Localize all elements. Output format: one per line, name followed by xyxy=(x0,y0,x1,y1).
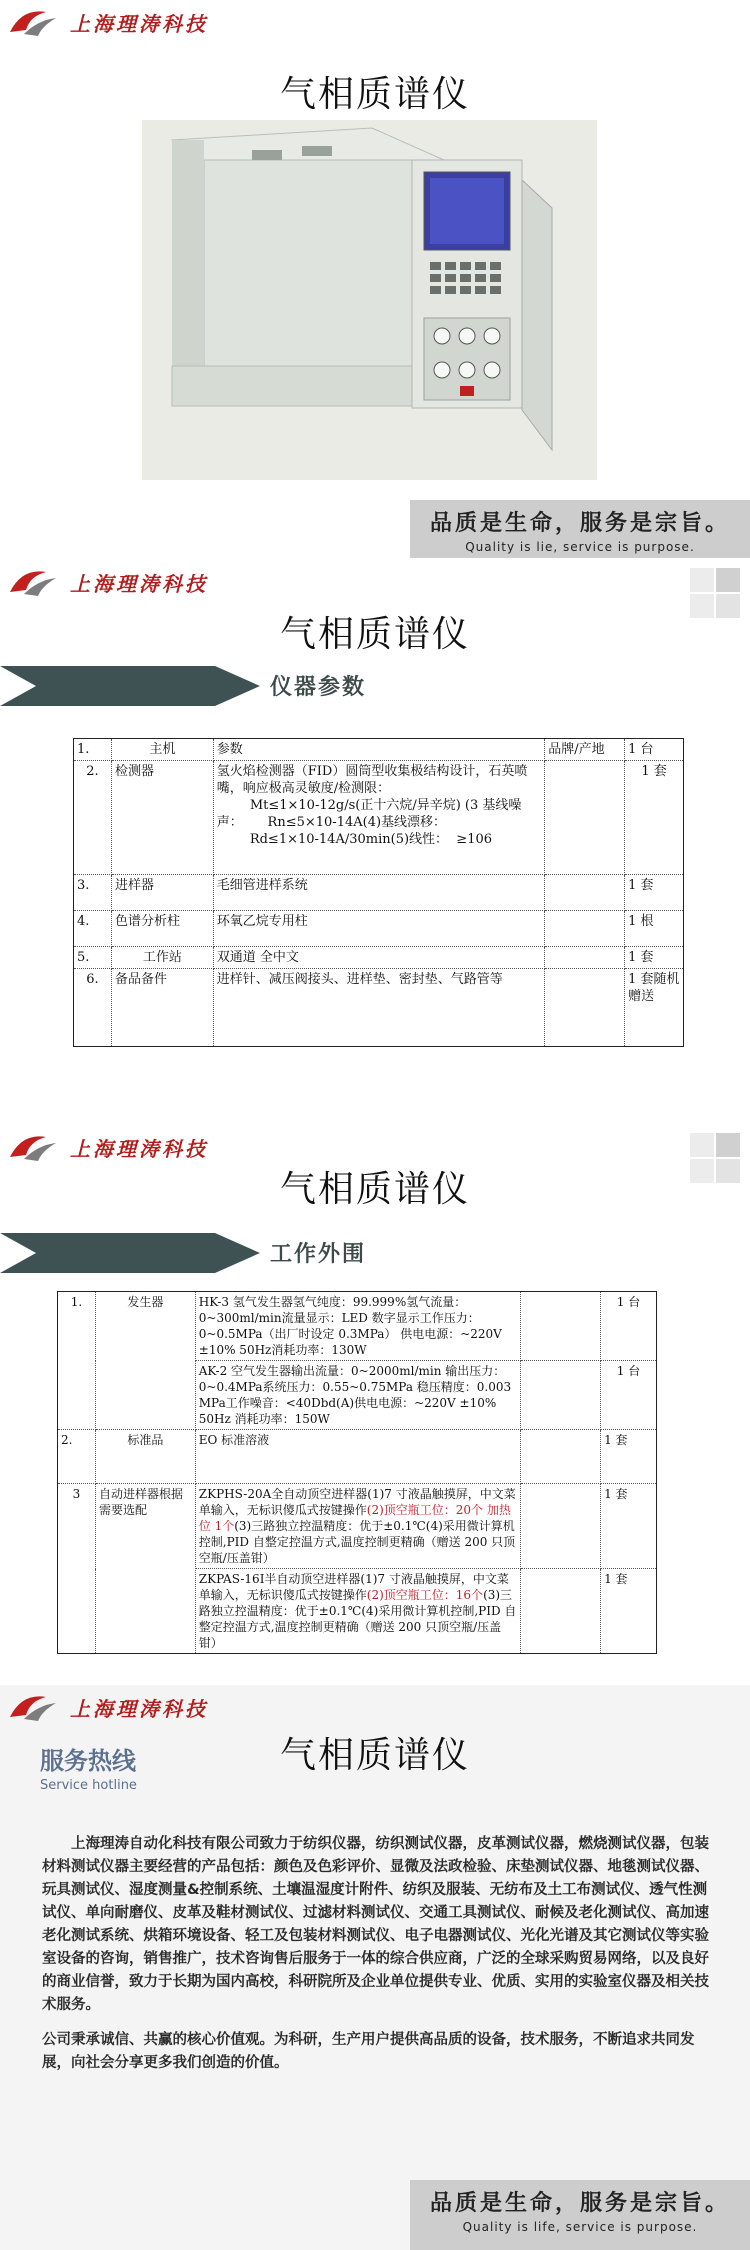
cell-qty: 1 套 xyxy=(601,1430,657,1484)
cell-desc: 毛细管进样系统 xyxy=(213,875,544,911)
params-section xyxy=(0,560,750,1125)
deco-square xyxy=(716,568,740,592)
logo-text: 上海理涛科技 xyxy=(70,11,208,36)
cell-desc: 进样针、减压阀接头、进样垫、密封垫、气路管等 xyxy=(213,969,544,1047)
params-table xyxy=(73,738,684,1047)
desc-text: (3)三路独立控温精度：优于±0.1℃(4)采用微计算机控制,PID 自整定控温方式,温度控制更精确（赠送 200 只顶空瓶/压盖钳） xyxy=(198,1519,516,1565)
cell-qty: 1 套随机赠送 xyxy=(625,969,684,1047)
cell-no: 5. xyxy=(74,947,112,969)
desc-text: ZKPHS-20A全自动顶空进样器(1)7 寸液晶触摸屏，中文菜单输入，无标识傻瓜式按键操作 xyxy=(198,1487,516,1517)
desc-highlight: (2)顶空瓶工位：20个 加热位 1个 xyxy=(198,1503,511,1533)
table-row xyxy=(74,911,684,947)
cell-item: 检测器 xyxy=(111,761,213,875)
cell-desc: HK-3 氢气发生器氢气纯度：99.999%氢气流量：0~300ml/min流量显示：LED 数字显示工作压力：0~0.5MPa（出厂时设定 0.3MPa） 供电电源：~220V ±10% 50Hz消耗功率：130W xyxy=(195,1292,520,1361)
cell-brand xyxy=(545,761,625,875)
cell-brand xyxy=(521,1361,601,1430)
cell-desc xyxy=(195,1484,520,1569)
cell-desc: 参数 xyxy=(213,739,544,761)
cell-qty: 1 套 xyxy=(601,1484,657,1569)
company-logo xyxy=(4,564,208,600)
company-values: 公司秉承诚信、共赢的核心价值观。为科研，生产用户提供高品质的设备，技术服务，不断追求共同发展，向社会分享更多我们创造的价值。 xyxy=(42,2032,695,2071)
cell-item: 工作站 xyxy=(111,947,213,969)
table-row xyxy=(74,761,684,875)
table-row xyxy=(58,1430,657,1484)
cell-brand xyxy=(521,1569,601,1654)
product-hero-section xyxy=(0,0,750,560)
logo-swoosh-icon xyxy=(4,6,62,38)
cell-qty: 1 根 xyxy=(625,911,684,947)
logo-text: 上海理涛科技 xyxy=(70,571,208,596)
cell-no: 1. xyxy=(74,739,112,761)
logo-text: 上海理涛科技 xyxy=(70,1696,208,1721)
heading-arrow-icon xyxy=(0,1233,260,1273)
cell-qty: 1 套 xyxy=(625,947,684,969)
cell-qty: 1 套 xyxy=(601,1569,657,1654)
page-title: 气相质谱仪 xyxy=(279,614,470,655)
slogan-cn: 品质是生命，服务是宗旨。 xyxy=(429,511,730,536)
cell-desc: 双通道 全中文 xyxy=(213,947,544,969)
slogan-cn: 品质是生命，服务是宗旨。 xyxy=(429,2191,730,2216)
cell-qty: 1 套 xyxy=(625,761,684,875)
desc-text: (3)三路独立控温精度：优于±0.1℃(4)采用微计算机控制,PID 自整定控温方式,温度控制更精确（赠送 200 只顶空瓶/压盖钳） xyxy=(198,1588,517,1650)
cell-brand xyxy=(545,969,625,1047)
cell-item: 标准品 xyxy=(95,1430,195,1484)
cell-brand xyxy=(545,875,625,911)
table-row xyxy=(58,1484,657,1569)
logo-text: 上海理涛科技 xyxy=(70,1136,208,1161)
cell-brand xyxy=(521,1430,601,1484)
cell-item: 发生器 xyxy=(95,1292,195,1430)
cell-brand: 品牌/产地 xyxy=(545,739,625,761)
cell-desc xyxy=(195,1569,520,1654)
cell-no: 3. xyxy=(74,875,112,911)
periphery-heading xyxy=(0,1231,420,1275)
desc-highlight: (2)顶空瓶工位：16个 xyxy=(366,1588,484,1602)
table-row xyxy=(58,1292,657,1361)
cell-brand xyxy=(545,947,625,969)
company-logo xyxy=(4,1129,208,1165)
cell-item: 色谱分析柱 xyxy=(111,911,213,947)
cell-desc: EO 标准溶液 xyxy=(195,1430,520,1484)
company-logo xyxy=(4,4,208,40)
cell-desc: 氢火焰检测器（FID）圆筒型收集极结构设计，石英喷嘴，响应极高灵敏度/检测限： Mt≤1×10-12g/s(正十六烷/异辛烷) (3 基线噪声： Rn≤5×10-14A(4)基线漂移： Rd≤1×10-14A/30min(5)线性： ≥106 xyxy=(213,761,544,875)
cell-item: 备品备件 xyxy=(111,969,213,1047)
cell-no: 2. xyxy=(74,761,112,875)
cell-no: 1. xyxy=(58,1292,96,1430)
params-heading-label: 仪器参数 xyxy=(270,675,367,700)
slogan-en: Quality is life, service is purpose. xyxy=(462,2220,698,2234)
page-title: 气相质谱仪 xyxy=(279,74,470,115)
gas-chromatograph-image xyxy=(142,120,597,480)
deco-square xyxy=(690,1133,714,1157)
periphery-section xyxy=(0,1125,750,1685)
page-title: 气相质谱仪 xyxy=(279,1735,470,1776)
hotline-cn: 服务热线 xyxy=(40,1747,136,1775)
slogan-banner xyxy=(410,500,750,558)
cell-qty: 1 台 xyxy=(601,1361,657,1430)
company-info-section xyxy=(0,1685,750,2250)
logo-swoosh-icon xyxy=(4,1691,62,1723)
cell-desc: 环氧乙烷专用柱 xyxy=(213,911,544,947)
company-logo xyxy=(4,1689,208,1725)
cell-brand xyxy=(545,911,625,947)
table-row xyxy=(74,739,684,761)
cell-brand xyxy=(521,1484,601,1569)
logo-swoosh-icon xyxy=(4,1131,62,1163)
periphery-heading-label: 工作外围 xyxy=(270,1242,367,1267)
logo-swoosh-icon xyxy=(4,566,62,598)
table-row xyxy=(74,947,684,969)
params-heading xyxy=(0,664,420,708)
desc-text: ZKPAS-16I半自动顶空进样器(1)7 寸液晶触摸屏，中文菜单输入，无标识傻瓜式按键操作 xyxy=(198,1572,509,1602)
cell-item: 进样器 xyxy=(111,875,213,911)
cell-no: 2. xyxy=(58,1430,96,1484)
cell-qty: 1 台 xyxy=(625,739,684,761)
slogan-banner xyxy=(410,2180,750,2250)
deco-square xyxy=(716,1133,740,1157)
hotline-en: Service hotline xyxy=(40,1778,137,1793)
cell-desc: AK-2 空气发生器输出流量：0~2000ml/min 输出压力：0~0.4MPa系统压力：0.55~0.75MPa 稳压精度：0.003 MPa工作噪音：<40Dbd(A)供电电源：~220V ±10% 50Hz 消耗功率：150W xyxy=(195,1361,520,1430)
cell-no: 3 xyxy=(58,1484,96,1654)
service-hotline xyxy=(40,1741,190,1813)
company-description: 上海理涛自动化科技有限公司致力于纺织仪器，纺织测试仪器，皮革测试仪器，燃烧测试仪器，包装材料测试仪器主要经营的产品包括：颜色及色彩评价、显微及法政检验、床垫测试仪器、地毯测试仪器、玩具测试仪、湿度测量&控制系统、土壤温湿度计附件、纺织及服装、无纺布及土工布测试仪、透气性测试仪、单向耐磨仪、皮革及鞋材测试仪、过滤材料测试仪、交通工具测试仪、耐候及老化测试仪、高加速老化测试系统、烘箱环境设备、轻工及包装材料测试仪、电子电器测试仪、光化光谱及其它测试仪等实验室设备的咨询，销售推广，技术咨询售后服务于一体的综合供应商，广泛的全球采购贸易网络，以及良好的商业信誉，致力于长期为国内高校，科研院所及企业单位提供专业、优质、实用的实验室仪器及相关技术服务。 xyxy=(42,1836,709,2013)
heading-arrow-icon xyxy=(0,666,260,706)
table-row xyxy=(74,875,684,911)
cell-no: 4. xyxy=(74,911,112,947)
deco-square xyxy=(690,568,714,592)
table-row xyxy=(74,969,684,1047)
cell-brand xyxy=(521,1292,601,1361)
cell-no: 6. xyxy=(74,969,112,1047)
cell-qty: 1 台 xyxy=(601,1292,657,1361)
cell-item: 自动进样器根据需要选配 xyxy=(95,1484,195,1654)
page-title: 气相质谱仪 xyxy=(279,1169,470,1210)
slogan-en: Quality is lie, service is purpose. xyxy=(465,540,695,554)
cell-item: 主机 xyxy=(111,739,213,761)
periphery-table xyxy=(57,1291,657,1654)
cell-qty: 1 套 xyxy=(625,875,684,911)
